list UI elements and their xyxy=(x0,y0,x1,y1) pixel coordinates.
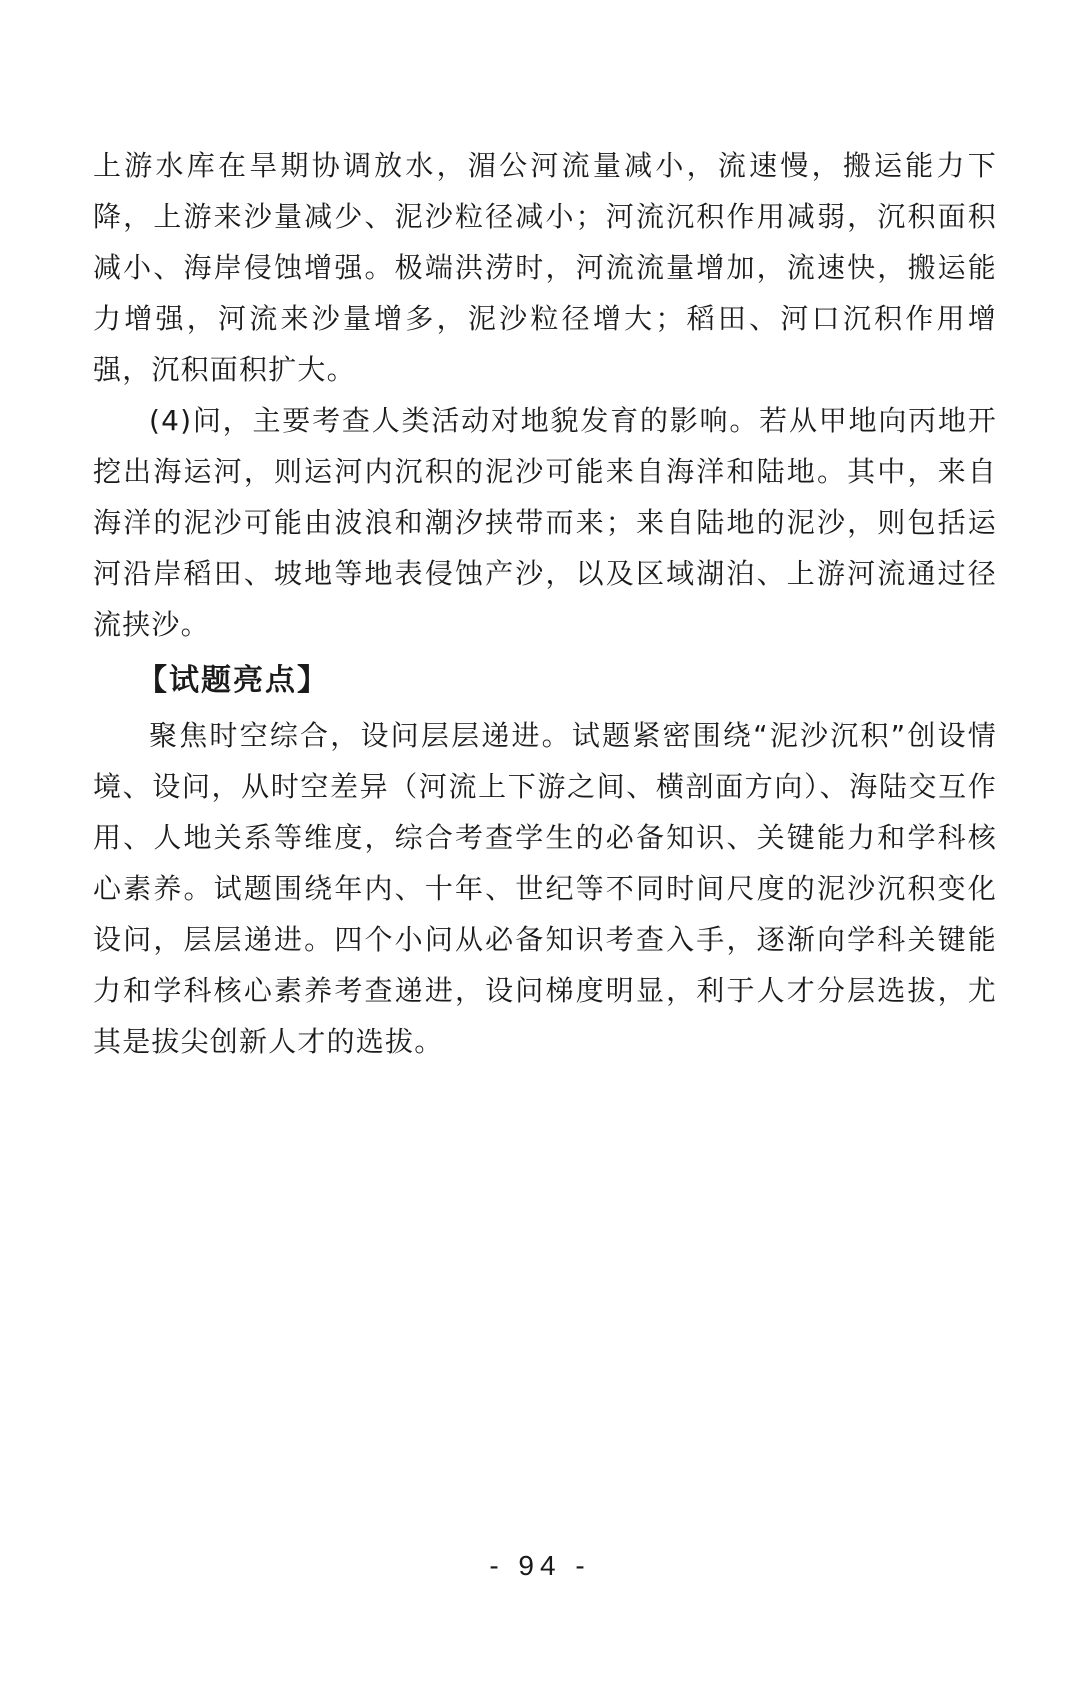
page-number: - 94 - xyxy=(489,1550,591,1581)
paragraph-question-4: (4)问，主要考查人类活动对地貌发育的影响。若从甲地向丙地开挖出海运河，则运河内沉积的泥沙可能来自海洋和陆地。其中，来自海洋的泥沙可能由波浪和潮汐挟带而来；来自陆地的泥沙，则包括运河沿岸稻田、坡地等地表侵蚀产沙，以及区域湖泊、上游河流通过径流挟沙。 xyxy=(93,404,997,641)
paragraph-highlights: 聚焦时空综合，设问层层递进。试题紧密围绕“泥沙沉积”创设情境、设问，从时空差异（河流上下游之间、横剖面方向）、海陆交互作用、人地关系等维度，综合考查学生的必备知识、关键能力和学科核心素养。试题围绕年内、十年、世纪等不同时间尺度的泥沙沉积变化设问，层层递进。四个小问从必备知识考查入手，逐渐向学科关键能力和学科核心素养考查递进，设问梯度明显，利于人才分层选拔，尤其是拔尖创新人才的选拔。 xyxy=(93,719,997,1058)
paragraph-sediment-analysis: 上游水库在旱期协调放水，湄公河流量减小，流速慢，搬运能力下降，上游来沙量减少、泥沙粒径减小；河流沉积作用减弱，沉积面积减小、海岸侵蚀增强。极端洪涝时，河流流量增加，流速快，搬运能力增强，河流来沙量增多，泥沙粒径增大；稻田、河口沉积作用增强，沉积面积扩大。 xyxy=(93,149,997,386)
section-title-highlights: 【试题亮点】 xyxy=(137,663,329,698)
document-body xyxy=(93,140,997,1067)
